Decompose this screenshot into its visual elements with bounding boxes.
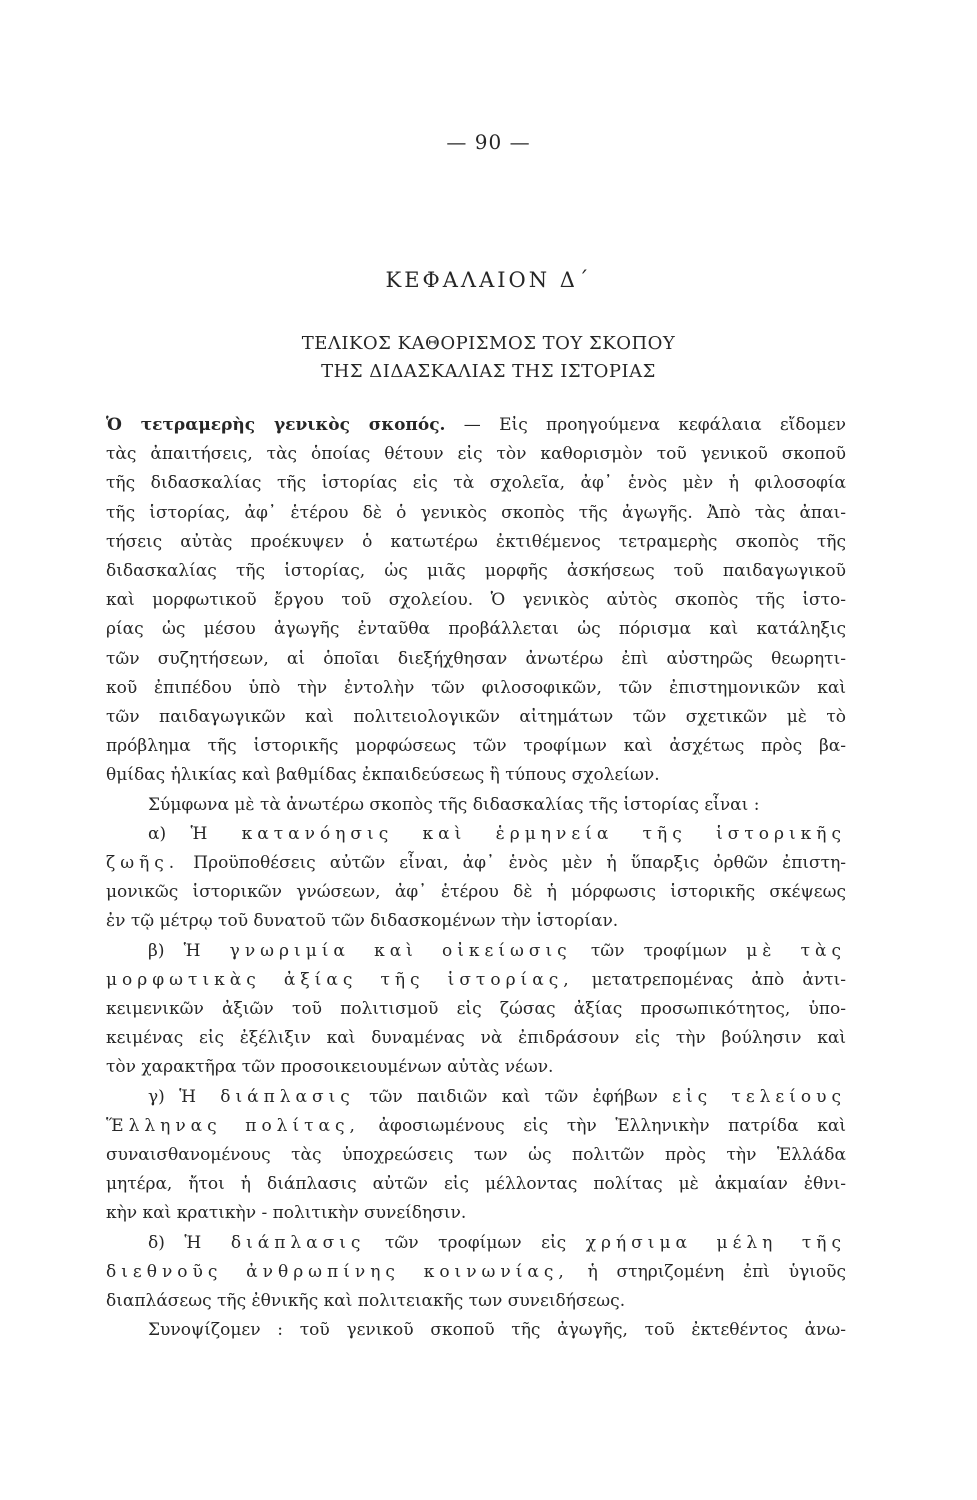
paragraph-point-a bbox=[106, 820, 846, 937]
chapter-subtitle-line-2: ΤΗΣ ΔΙΔΑΣΚΑΛΙΑΣ ΤΗΣ ΙΣΤΟΡΙΑΣ bbox=[321, 361, 656, 382]
point-label: α) bbox=[148, 823, 191, 844]
text-line bbox=[106, 1229, 846, 1258]
paragraph-intro bbox=[106, 411, 846, 791]
point-label: β) bbox=[148, 940, 184, 961]
text-line bbox=[106, 1112, 846, 1141]
text-line: θμίδας ἡλικίας καὶ βαθμίδας ἐκπαιδεύσεως ἢ τύπους σχολείων. bbox=[106, 765, 660, 786]
text-span: ἡ στηριζομένη ἐπὶ ὑγιοῦς bbox=[568, 1261, 846, 1282]
text-line: μητέρα, ἤτοι ἡ διάπλασις αὐτῶν εἰς μέλλοντας πολίτας μὲ ἀκμαίαν ἐθνι- bbox=[106, 1174, 846, 1195]
text-line: κειμένας εἰς ἐξέλιξιν καὶ δυναμένας νὰ ἐπιδράσουν εἰς τὴν βούλησιν καὶ bbox=[106, 1028, 846, 1049]
spaced-text: μὲ τὰς bbox=[746, 940, 846, 961]
text-line: κειμενικῶν ἀξιῶν τοῦ πολιτισμοῦ εἰς ζώσας ἀξίας προσωπικότητος, ὑπο- bbox=[106, 999, 846, 1020]
text-span: Προϋποθέσεις αὐτῶν εἶναι, ἀφ᾽ ἑνὸς μὲν ἡ ὕπαρξις ὀρθῶν ἐπιστη- bbox=[179, 853, 846, 874]
text-span: ἀφοσιωμένους εἰς τὴν Ἑλληνικὴν πατρίδα καὶ bbox=[359, 1115, 846, 1136]
chapter-subtitle bbox=[0, 330, 977, 386]
text-line: Συνοψίζομεν : τοῦ γενικοῦ σκοποῦ τῆς ἀγωγῆς, τοῦ ἐκτεθέντος ἀνω- bbox=[148, 1320, 846, 1341]
text-line: τήσεις αὐτὰς προέκυψεν ὁ κατωτέρω ἐκτιθέμενος τετραμερὴς σκοπὸς τῆς bbox=[106, 531, 846, 552]
text-line: ἐν τῷ μέτρῳ τοῦ δυνατοῦ τῶν διδασκομένων τὴν ἱστορίαν. bbox=[106, 911, 619, 932]
text-span: τῶν παιδιῶν καὶ τῶν ἐφήβων bbox=[354, 1086, 673, 1107]
text-line: ρίας ὡς μέσου ἀγωγῆς ἐνταῦθα προβάλλεται ὡς πόρισμα καὶ κατάληξις bbox=[106, 619, 846, 640]
text-line: συναισθανομένους τὰς ὑποχρεώσεις των ὡς πολιτῶν πρὸς τὴν Ἑλλάδα bbox=[106, 1145, 846, 1166]
spaced-text: Ἡ κατανόησις καὶ ἑρμηνεία τῆς ἱστορικῆς bbox=[190, 823, 846, 844]
point-label: δ) bbox=[148, 1232, 185, 1253]
text-line: Σύμφωνα μὲ τὰ ἀνωτέρω σκοπὸς τῆς διδασκαλίας τῆς ἱστορίας εἶναι : bbox=[148, 794, 760, 815]
point-label: γ) bbox=[148, 1086, 180, 1107]
page-number: — 90 — bbox=[446, 130, 531, 154]
text-line bbox=[106, 937, 846, 966]
text-line bbox=[106, 1258, 846, 1287]
text-span: μετατρεπομένας ἀπὸ ἀντι- bbox=[573, 969, 846, 990]
text-line: μονικῶς ἱστορικῶν γνώσεων, ἀφ᾽ ἑτέρου δὲ ἡ μόρφωσις ἱστορικῆς σκέψεως bbox=[106, 882, 846, 903]
text-line: τῶν παιδαγωγικῶν καὶ πολιτειολογικῶν αἰτημάτων τῶν σχετικῶν μὲ τὸ bbox=[106, 707, 846, 728]
spaced-text: μορφωτικὰς ἀξίας τῆς ἱστορίας, bbox=[106, 969, 574, 990]
text-line: διαπλάσεως τῆς ἐθνικῆς καὶ πολιτειακῆς των συνειδήσεως. bbox=[106, 1291, 626, 1312]
text-line bbox=[106, 820, 846, 849]
section-heading: Ὁ τετραμερὴς γενικὸς σκοπός. bbox=[106, 415, 446, 435]
spaced-text: Ἡ διάπλασις bbox=[184, 1232, 366, 1253]
text-span: τῶν τροφίμων bbox=[571, 940, 747, 961]
paragraph-summary bbox=[106, 1316, 846, 1345]
spaced-text: Ἡ γνωριμία καὶ οἰκείωσις bbox=[183, 940, 572, 961]
paragraph-purpose bbox=[106, 791, 846, 820]
text-line: κοῦ ἐπιπέδου ὑπὸ τὴν ἐντολὴν τῶν φιλοσοφικῶν, τῶν ἐπιστημονικῶν καὶ bbox=[106, 677, 846, 698]
text-line: τὰς ἀπαιτήσεις, τὰς ὁποίας θέτουν εἰς τὸν καθορισμὸν τοῦ γενικοῦ σκοποῦ bbox=[106, 444, 846, 465]
text-line bbox=[106, 849, 846, 878]
text-line: τῶν συζητήσεων, αἱ ὁποῖαι διεξήχθησαν ἀνωτέρω ἐπὶ αὐστηρῶς θεωρητι- bbox=[106, 648, 846, 669]
spaced-text: Ἡ διάπλασις bbox=[179, 1086, 355, 1107]
spaced-text: εἰς τελείους bbox=[672, 1086, 846, 1107]
text-line bbox=[106, 1083, 846, 1112]
spaced-text: χρήσιμα μέλη τῆς bbox=[585, 1232, 846, 1253]
text-span: — Εἰς προηγούμενα κεφάλαια εἴδομεν bbox=[463, 415, 847, 435]
text-line: τὸν χαρακτῆρα τῶν προσοικειουμένων αὐτὰς νέων. bbox=[106, 1057, 554, 1078]
text-span: τῶν τροφίμων εἰς bbox=[365, 1232, 586, 1253]
text-line: καὶ μορφωτικοῦ ἔργου τοῦ σχολείου. Ὁ γενικὸς αὐτὸς σκοπὸς τῆς ἱστο- bbox=[106, 590, 846, 611]
spaced-text: διεθνοῦς ἀνθρωπίνης κοινωνίας, bbox=[106, 1261, 569, 1282]
chapter-title: ΚΕΦΑΛΑΙΟΝ Δ΄ bbox=[385, 268, 592, 292]
spaced-text: Ἕλληνας πολίτας, bbox=[106, 1115, 360, 1136]
text-line: τῆς ἱστορίας, ἀφ᾽ ἑτέρου δὲ ὁ γενικὸς σκοπὸς τῆς ἀγωγῆς. Ἀπὸ τὰς ἀπαι- bbox=[106, 502, 846, 523]
spaced-text: ζωῆς. bbox=[106, 853, 180, 874]
body-text bbox=[106, 411, 846, 1346]
chapter-subtitle-line-1: ΤΕΛΙΚΟΣ ΚΑΘΟΡΙΣΜΟΣ ΤΟΥ ΣΚΟΠΟΥ bbox=[301, 333, 676, 354]
paragraph-point-d bbox=[106, 1229, 846, 1317]
text-line bbox=[106, 966, 846, 995]
text-line bbox=[106, 411, 846, 440]
text-line: πρόβλημα τῆς ἱστορικῆς μορφώσεως τῶν τροφίμων καὶ ἀσχέτως πρὸς βα- bbox=[106, 736, 846, 757]
paragraph-point-b bbox=[106, 937, 846, 1083]
paragraph-point-c bbox=[106, 1083, 846, 1229]
text-line: τῆς διδασκαλίας τῆς ἱστορίας εἰς τὰ σχολεῖα, ἀφ᾽ ἑνὸς μὲν ἡ φιλοσοφία bbox=[106, 473, 846, 494]
text-line: διδασκαλίας τῆς ἱστορίας, ὡς μιᾶς μορφῆς ἀσκήσεως τοῦ παιδαγωγικοῦ bbox=[106, 561, 846, 582]
text-line: κὴν καὶ κρατικὴν - πολιτικὴν συνείδησιν. bbox=[106, 1203, 467, 1224]
